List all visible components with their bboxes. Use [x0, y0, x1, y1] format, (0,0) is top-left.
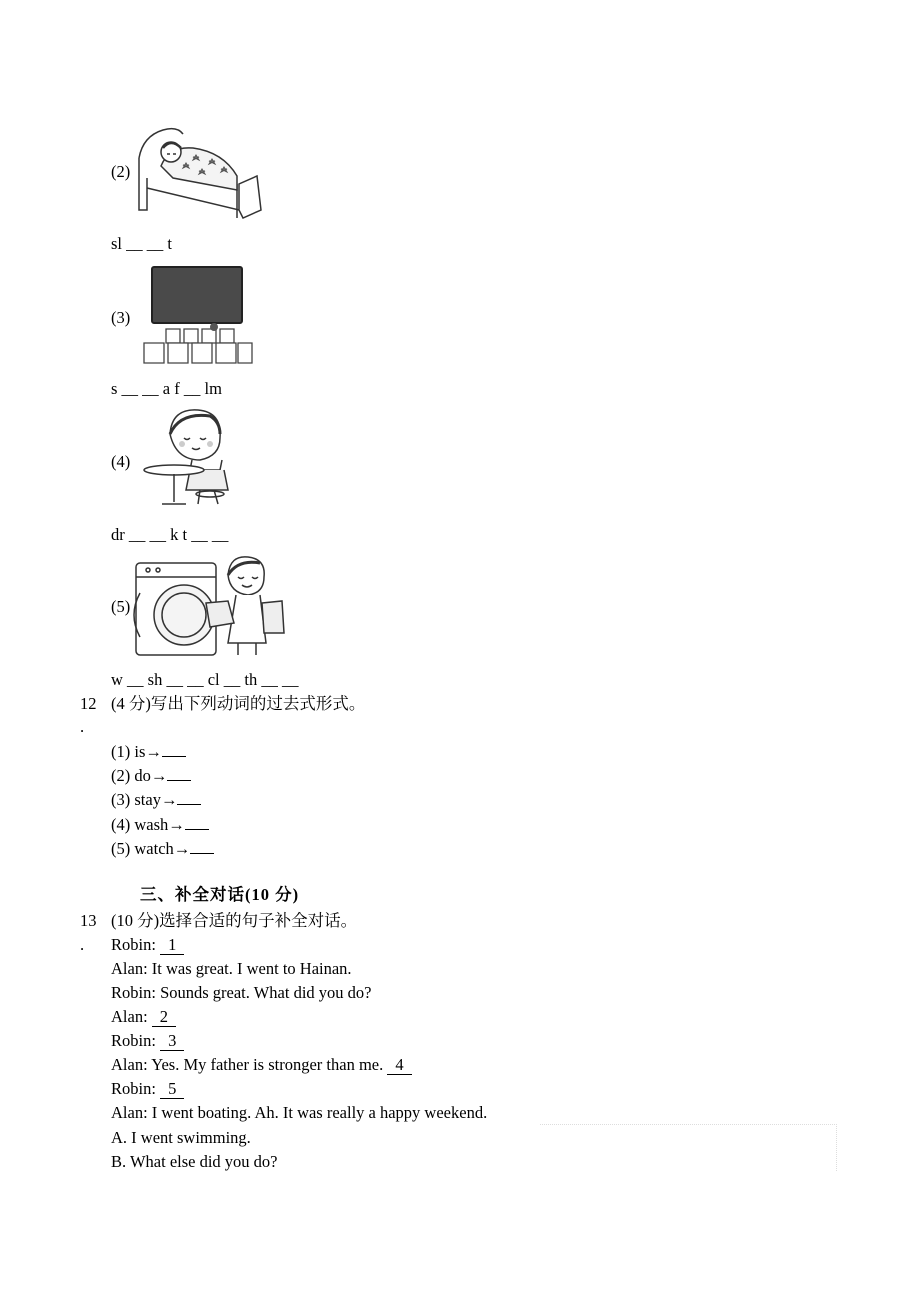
speaker: Robin: — [111, 983, 156, 1002]
dialogue-blank[interactable]: 4 — [387, 1056, 411, 1075]
dialogue-blank[interactable]: 2 — [152, 1008, 176, 1027]
item-label: (5) — [111, 597, 131, 616]
question-number-dot: . — [80, 935, 85, 954]
cinema-screen-and-seats-picture — [138, 263, 256, 369]
speaker: Alan: — [111, 1103, 148, 1122]
answer-blank[interactable] — [162, 756, 186, 757]
question-number-dot: . — [80, 717, 85, 736]
line-text: Sounds great. What did you do? — [160, 983, 372, 1002]
dialogue-line — [111, 1054, 412, 1076]
item-label: (4) — [111, 452, 131, 471]
dialogue-line — [111, 958, 352, 980]
section-heading: 三、补全对话(10 分) — [140, 885, 300, 904]
spelling-hint: dr __ __ k t __ __ — [111, 525, 229, 544]
question-number: 12 — [80, 694, 97, 713]
verb-item — [111, 838, 214, 860]
table-border-fragment — [540, 1124, 837, 1171]
line-text: It was great. I went to Hainan. — [151, 959, 352, 978]
verb-label: (1) is→ — [111, 742, 162, 761]
dialogue-blank[interactable]: 3 — [160, 1032, 184, 1051]
girl-drinking-tea-picture — [140, 404, 240, 512]
verb-item — [111, 741, 186, 763]
verb-item — [111, 814, 209, 836]
dialogue-line — [111, 1078, 184, 1100]
question-prompt: (4 分)写出下列动词的过去式形式。 — [111, 694, 366, 713]
option-b: B. What else did you do? — [111, 1152, 278, 1171]
speaker: Alan: — [111, 1055, 148, 1074]
dialogue-line — [111, 1030, 184, 1052]
verb-label: (3) stay→ — [111, 790, 178, 809]
answer-blank[interactable] — [190, 853, 214, 854]
speaker: Alan: — [111, 1007, 148, 1026]
option-a: A. I went swimming. — [111, 1128, 251, 1147]
speaker: Robin: — [111, 1031, 156, 1050]
spelling-hint: w __ sh __ __ cl __ th __ __ — [111, 670, 299, 689]
verb-item — [111, 789, 201, 811]
spelling-hint: s __ __ a f __ lm — [111, 379, 222, 398]
verb-item — [111, 765, 191, 787]
verb-label: (5) watch→ — [111, 839, 191, 858]
spelling-hint: sl __ __ t — [111, 234, 172, 253]
sleeping-child-in-bed-picture — [133, 118, 273, 222]
speaker: Robin: — [111, 1079, 156, 1098]
question-number: 13 — [80, 911, 97, 930]
dialogue-line — [111, 1006, 176, 1028]
answer-blank[interactable] — [185, 829, 209, 830]
question-prompt: (10 分)选择合适的句子补全对话。 — [111, 911, 358, 930]
line-text: I went boating. Ah. It was really a happy weekend. — [151, 1103, 488, 1122]
dialogue-blank[interactable]: 5 — [160, 1080, 184, 1099]
line-text: Yes. My father is stronger than me. — [151, 1055, 384, 1074]
speaker: Alan: — [111, 959, 148, 978]
dialogue-line — [111, 982, 371, 1004]
verb-label: (2) do→ — [111, 766, 168, 785]
dialogue-line — [111, 1102, 487, 1124]
answer-blank[interactable] — [167, 780, 191, 781]
speaker: Robin: — [111, 935, 156, 954]
item-label: (2) — [111, 162, 131, 181]
item-label: (3) — [111, 308, 131, 327]
dialogue-line — [111, 934, 184, 956]
dialogue-blank[interactable]: 1 — [160, 936, 184, 955]
girl-with-washing-machine-picture — [132, 553, 290, 661]
verb-label: (4) wash→ — [111, 815, 185, 834]
answer-blank[interactable] — [177, 804, 201, 805]
